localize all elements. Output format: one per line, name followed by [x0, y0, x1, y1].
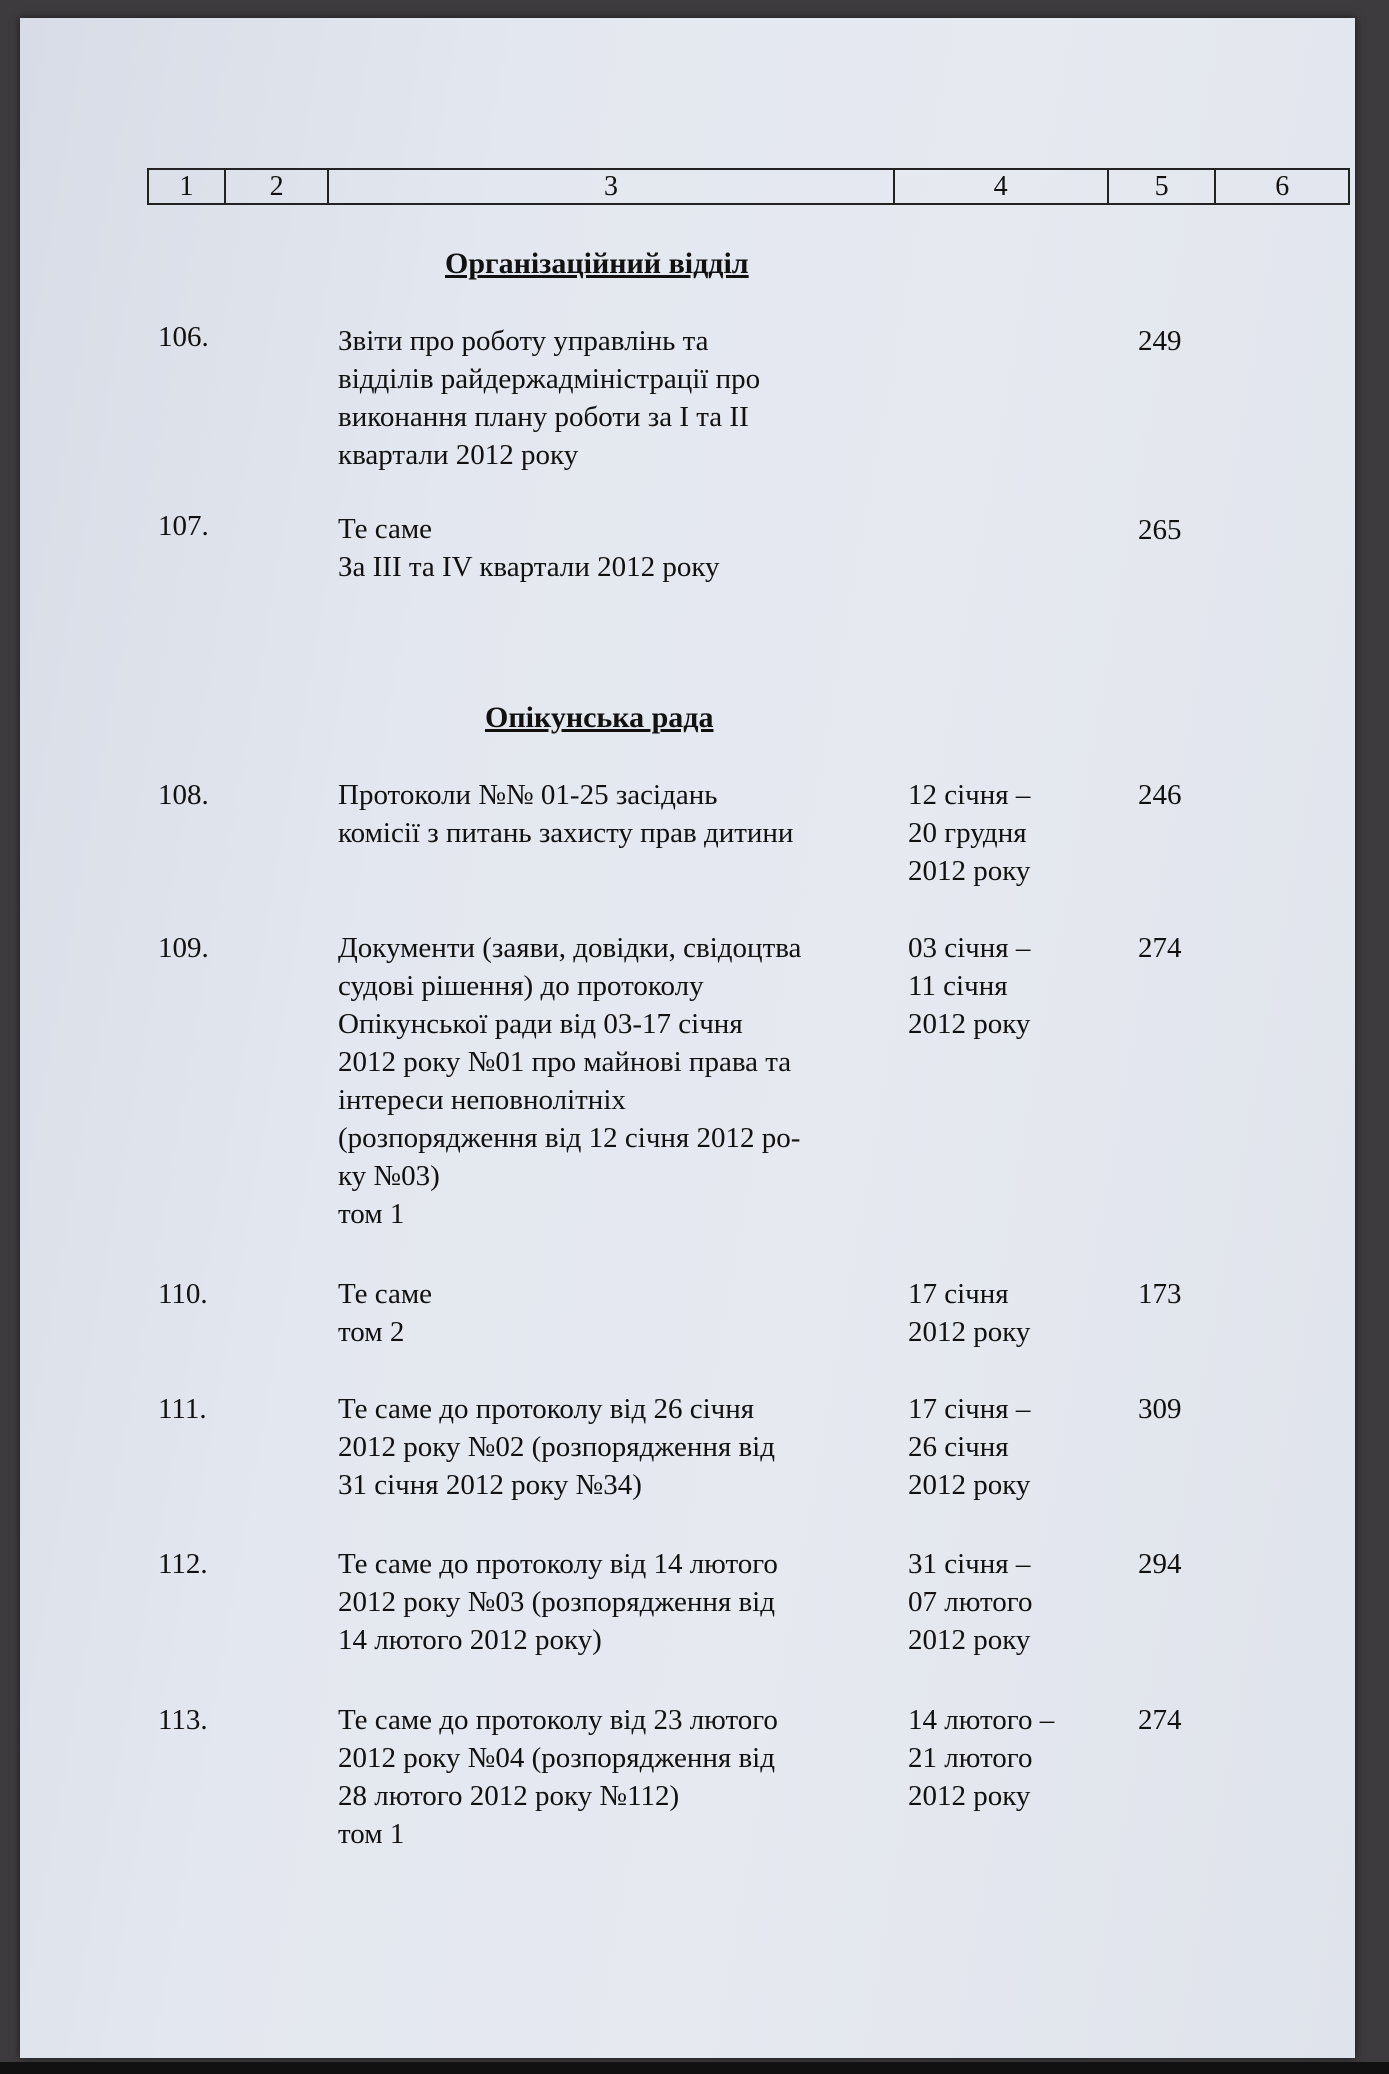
entry-count: 249 — [1138, 325, 1182, 357]
entry-number: 112. — [158, 1548, 208, 1580]
entry-count: 274 — [1138, 932, 1182, 964]
scan-background — [0, 2062, 1389, 2074]
entry-description: Те саме до протоколу від 26 січня 2012 року №02 (розпорядження від 31 січня 2012 року №34) — [338, 1393, 775, 1501]
column-header-cell: 2 — [226, 170, 330, 203]
entry-number: 111. — [158, 1393, 207, 1425]
entry-dates: 12 січня – 20 грудня 2012 року — [908, 779, 1031, 887]
entry-number: 113. — [158, 1704, 208, 1736]
entry-dates: 03 січня – 11 січня 2012 року — [908, 932, 1031, 1040]
entry-description: Документи (заяви, довідки, свідоцтва судові рішення) до протоколу Опікунської ради від 03-17 січня 2012 року №01 про майнові права та інтереси неповнолітніх (розпорядження від 12 січня 2012 ро- ку №03) том 1 — [338, 932, 802, 1230]
entry-description: Те саме до протоколу від 14 лютого 2012 року №03 (розпорядження від 14 лютого 2012 року) — [338, 1548, 778, 1656]
column-header-row — [147, 168, 1350, 205]
column-header-cell: 1 — [149, 170, 226, 203]
entry-description: Протоколи №№ 01-25 засідань комісії з питань захисту прав дитини — [338, 779, 794, 849]
entry-number: 109. — [158, 932, 209, 964]
entry-dates: 31 січня – 07 лютого 2012 року — [908, 1548, 1033, 1656]
entry-number: 110. — [158, 1278, 208, 1310]
entry-count: 173 — [1138, 1278, 1182, 1310]
entry-count: 294 — [1138, 1548, 1182, 1580]
entry-number: 108. — [158, 779, 209, 811]
section-title: Організаційний відділ — [445, 247, 749, 280]
entry-description: Те саме За ІІІ та IV квартали 2012 року — [338, 513, 720, 583]
entry-number: 106. — [158, 321, 209, 353]
column-header-cell: 5 — [1109, 170, 1217, 203]
entry-count: 309 — [1138, 1393, 1182, 1425]
entry-description: Те саме до протоколу від 23 лютого 2012 року №04 (розпорядження від 28 лютого 2012 року №112) том 1 — [338, 1704, 778, 1850]
entry-count: 246 — [1138, 779, 1182, 811]
column-header-cell: 6 — [1275, 170, 1290, 202]
entry-count: 274 — [1138, 1704, 1182, 1736]
entry-description: Те саме том 2 — [338, 1278, 433, 1348]
entry-count: 265 — [1138, 514, 1182, 546]
section-title: Опікунська рада — [485, 701, 714, 734]
entry-number: 107. — [158, 510, 209, 542]
column-header-cell: 4 — [895, 170, 1109, 203]
entry-dates: 17 січня 2012 року — [908, 1278, 1031, 1348]
column-header-cell: 3 — [329, 170, 894, 203]
entry-description: Звіти про роботу управлінь та відділів райдержадміністрації про виконання плану роботи за І та ІІ квартали 2012 року — [338, 325, 761, 471]
entry-dates: 14 лютого – 21 лютого 2012 року — [908, 1704, 1055, 1812]
entry-dates: 17 січня – 26 січня 2012 року — [908, 1393, 1031, 1501]
